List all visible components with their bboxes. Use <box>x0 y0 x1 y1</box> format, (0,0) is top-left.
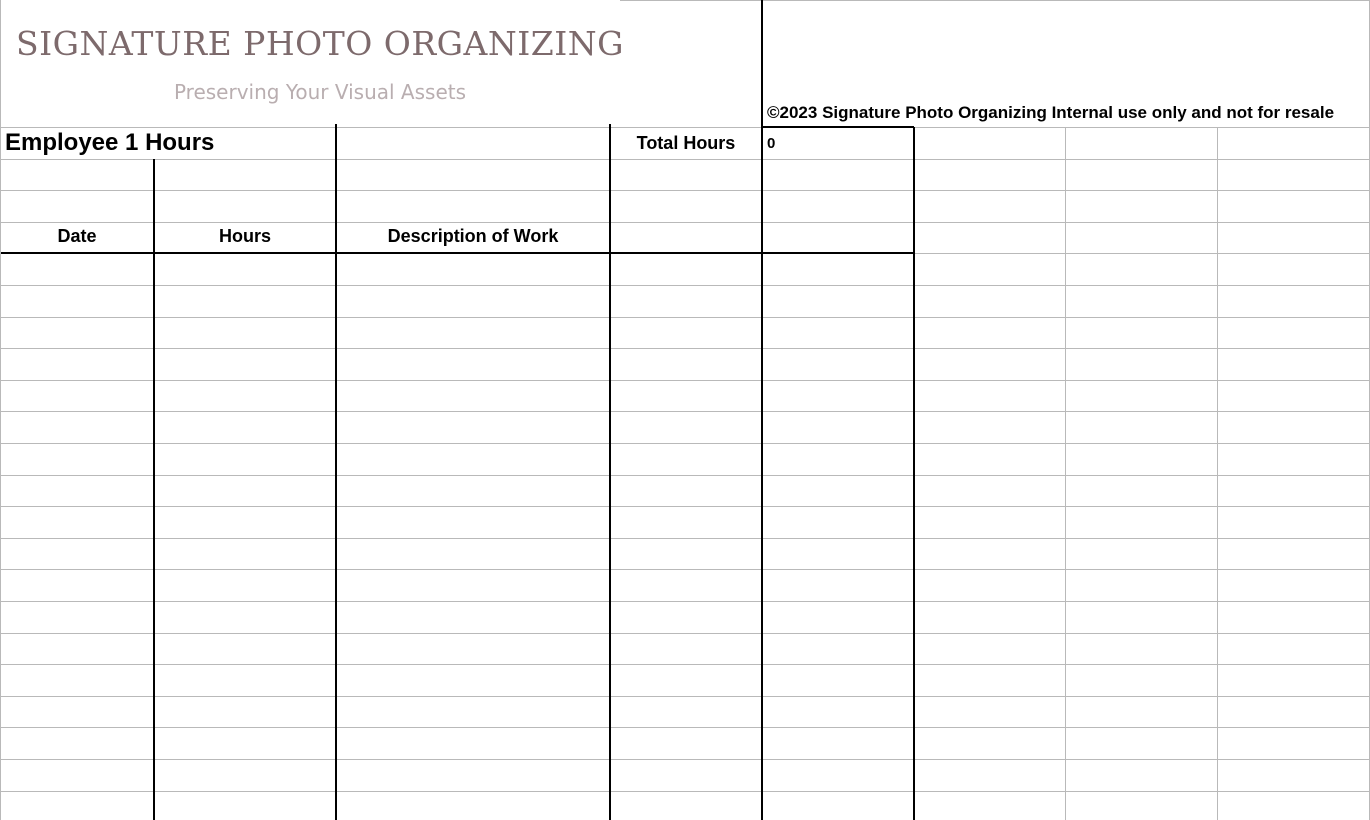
gridline <box>0 664 1370 665</box>
column-border <box>913 127 915 820</box>
gridline <box>0 475 1370 476</box>
gridline <box>0 759 1370 760</box>
logo-subtitle: Preserving Your Visual Assets <box>173 80 467 104</box>
header-date: Date <box>57 226 97 246</box>
gridline <box>0 601 1370 602</box>
gridline <box>0 791 1370 792</box>
gridline <box>0 411 1370 412</box>
gridline <box>0 348 1370 349</box>
gridline <box>1065 127 1066 820</box>
gridline <box>0 190 1370 191</box>
total-hours-label: Total Hours <box>636 133 736 153</box>
gridline <box>0 538 1370 539</box>
column-border <box>761 0 763 820</box>
column-border <box>153 159 155 820</box>
header-hours: Hours <box>218 226 271 246</box>
gridline <box>0 380 1370 381</box>
gridline <box>0 443 1370 444</box>
copyright-notice: ©2023 Signature Photo Organizing Internal use only and not for resale <box>767 103 1335 122</box>
total-cell-border <box>761 126 914 128</box>
total-hours-value[interactable]: 0 <box>767 135 776 152</box>
gridline <box>0 633 1370 634</box>
gridline <box>0 696 1370 697</box>
gridline <box>0 127 1370 128</box>
header-description: Description of Work <box>387 226 559 246</box>
gridline <box>0 285 1370 286</box>
gridline <box>0 506 1370 507</box>
gridline <box>914 253 1370 254</box>
gridline <box>0 0 1 820</box>
header-border <box>0 252 914 254</box>
gridline <box>0 222 1370 223</box>
gridline <box>620 0 1370 1</box>
logo-title: SIGNATURE PHOTO ORGANIZING <box>16 24 624 63</box>
gridline <box>1217 127 1218 820</box>
gridline <box>0 727 1370 728</box>
gridline <box>0 159 1370 160</box>
gridline <box>0 317 1370 318</box>
logo-image <box>2 0 624 124</box>
gridline <box>0 569 1370 570</box>
sheet-title: Employee 1 Hours <box>5 129 215 156</box>
